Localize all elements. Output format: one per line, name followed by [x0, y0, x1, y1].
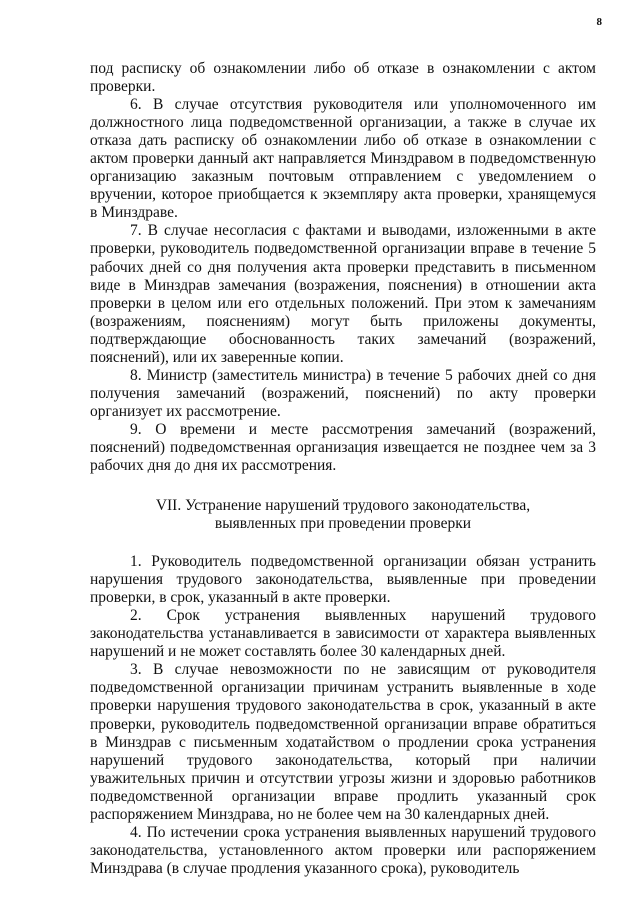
paragraph-8: 8. Министр (заместитель министра) в течение 5 рабочих дней со дня получения замечаний (возражений, пояснений) по акту проверки организует их рассмотрение. — [90, 366, 596, 420]
page-number: 8 — [596, 16, 602, 28]
section-heading-line-2: выявленных при проведении проверки — [214, 515, 472, 533]
paragraph-9: 9. О времени и месте рассмотрения замечаний (возражений, пояснений) подведомственная организация извещается не позднее чем за 3 рабочих дня до дня их рассмотрения. — [90, 420, 596, 475]
section-paragraph-4: 4. По истечении срока устранения выявленных нарушений трудового законодательства, установленного актом проверки или распоряжением Минздрава (в случае продления указанного срока), руководитель — [90, 823, 596, 877]
section-paragraph-3: 3. В случае невозможности по не зависящим от руководителя подведомственной организации причинам устранить выявленные в ходе проверки нарушения трудового законодательства в срок, указанный в акте проверки, руководитель подведомственной организации вправе обратиться в Минздрав с письменным ходатайством о продлении срока устранения нарушений трудового законодательства, который при наличии уважительных причин и отсутствии угрозы жизни и здоровью работников подведомственной организации вправе продлить указанный срок распоряжением Минздрава, но не более чем на 30 календарных дней. — [90, 661, 596, 823]
section-heading — [90, 497, 596, 533]
paragraph-7: 7. В случае несогласия с фактами и выводами, изложенными в акте проверки, руководитель подведомственной организации вправе в течение 5 рабочих дней со дня получения акта проверки представить в письменном виде в Минздрав замечания (возражения, пояснения) в отношении акта проверки в целом или его отдельных положений. При этом к замечаниям (возражениям, пояснениям) могут быть приложены документы, подтверждающие обоснованность таких замечаний (возражений, пояснений), или их заверенные копии. — [90, 222, 596, 366]
section-paragraph-1: 1. Руководитель подведомственной организации обязан устранить нарушения трудового законодательства, выявленные при проведении проверки, в срок, указанный в акте проверки. — [90, 553, 596, 607]
section-heading-line-1: VII. Устранение нарушений трудового законодательства, — [155, 497, 531, 515]
document-body — [90, 60, 596, 878]
paragraph-continuation: под расписку об ознакомлении либо об отказе в ознакомлении с актом проверки. — [90, 60, 596, 96]
section-paragraph-2: 2. Срок устранения выявленных нарушений трудового законодательства устанавливается в зависимости от характера выявленных нарушений и не может составлять более 30 календарных дней. — [90, 607, 596, 661]
paragraph-6: 6. В случае отсутствия руководителя или уполномоченного им должностного лица подведомственной организации, а также в случае их отказа дать расписку об ознакомлении либо об отказе в ознакомлении с актом проверки данный акт направляется Минздравом в подведомственную организацию заказным почтовым отправлением с уведомлением о вручении, которое приобщается к экземпляру акта проверки, хранящемуся в Минздраве. — [90, 96, 596, 222]
